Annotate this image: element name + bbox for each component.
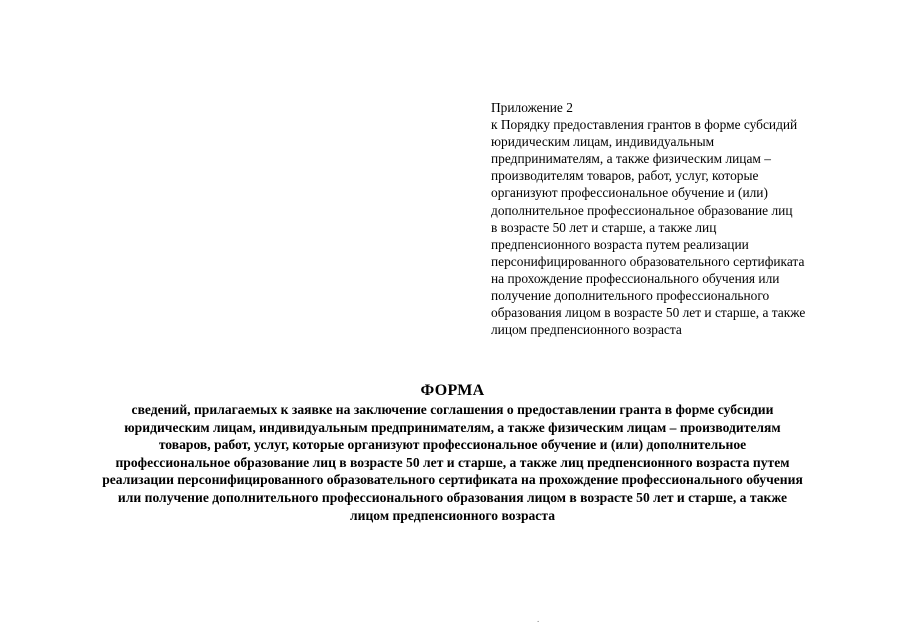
form-subtitle <box>40 401 865 524</box>
appendix-line: производителям товаров, работ, услуг, которые <box>491 168 759 184</box>
appendix-line: к Порядку предоставления грантов в форме субсидий <box>491 117 798 133</box>
appendix-line: организуют профессиональное обучение и (или) <box>491 185 768 201</box>
appendix-line: предпенсионного возраста путем реализации <box>491 236 749 252</box>
form-subtitle-line: товаров, работ, услуг, которые организуют профессиональное обучение и (или) дополнительное <box>158 437 747 453</box>
appendix-line: получение дополнительного профессионального <box>491 288 770 304</box>
appendix-line: на прохождение профессионального обучения или <box>491 270 780 286</box>
appendix-line: юридическим лицам, индивидуальным <box>491 134 715 150</box>
appendix-line: в возрасте 50 лет и старше, а также лиц <box>491 219 717 235</box>
appendix-line: Приложение 2 <box>491 100 573 115</box>
form-subtitle-line: лицом предпенсионного возраста <box>349 507 555 523</box>
form-subtitle-line: сведений, прилагаемых к заявке на заключение соглашения о предоставлении гранта в форме субсидии <box>131 402 774 417</box>
appendix-line: образования лицом в возрасте 50 лет и старше, а также <box>491 305 806 321</box>
page-footer-mark: . <box>537 614 540 624</box>
appendix-line: персонифицированного образовательного сертификата <box>491 253 805 269</box>
form-subtitle-line: юридическим лицам, индивидуальным предпринимателям, а также физическим лицам – производителям <box>124 419 781 435</box>
form-subtitle-line: или получение дополнительного профессионального образования лицом в возрасте 50 лет и старше, а также <box>117 489 788 505</box>
appendix-line: дополнительное профессиональное образование лиц <box>491 202 793 218</box>
form-title: ФОРМА <box>420 382 485 399</box>
appendix-note <box>491 99 851 338</box>
form-heading-block <box>40 381 865 524</box>
appendix-line: предпринимателям, а также физическим лицам – <box>491 151 771 167</box>
form-subtitle-line: реализации персонифицированного образовательного сертификата на прохождение профессионального обучения <box>102 472 803 488</box>
form-subtitle-line: профессиональное образование лиц в возрасте 50 лет и старше, а также лиц предпенсионного возраста путем <box>115 454 790 470</box>
appendix-line: лицом предпенсионного возраста <box>491 322 682 338</box>
